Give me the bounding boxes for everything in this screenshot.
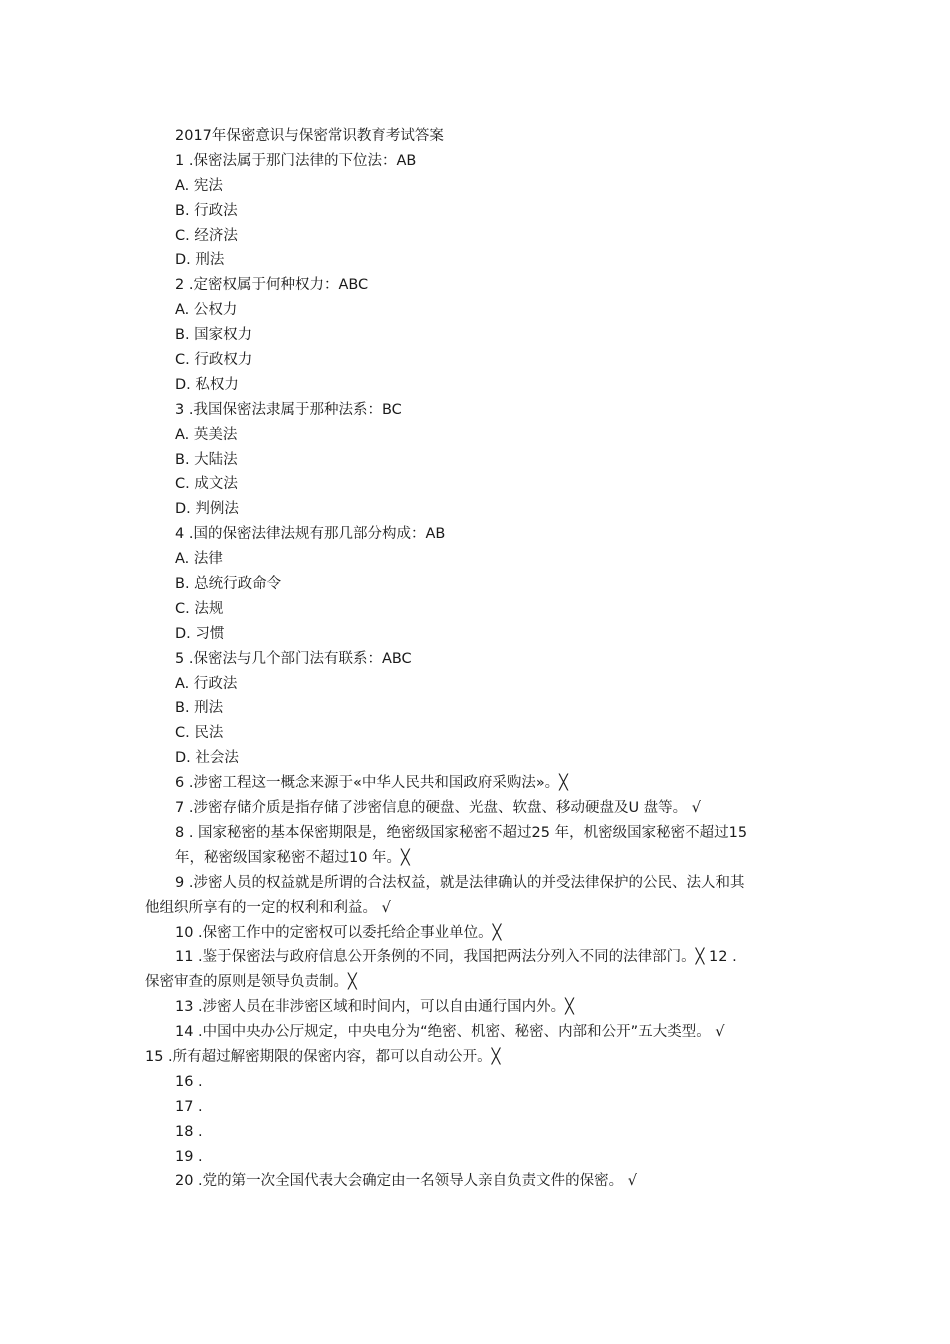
text-line: A. 公权力 — [175, 302, 238, 319]
text-line: 保密审查的原则是领导负责制。╳ — [145, 974, 357, 991]
text-line: D. 判例法 — [175, 501, 239, 518]
text-line: B. 总统行政命令 — [175, 576, 282, 593]
text-line: 3 .我国保密法隶属于那种法系：BC — [175, 401, 402, 418]
text-line: C. 成文法 — [175, 476, 238, 493]
text-line: B. 国家权力 — [175, 327, 253, 344]
text-line: 年，秘密级国家秘密不超过10 年。╳ — [175, 849, 410, 866]
text-line: 14 .中国中央办公厅规定，中央电分为“绝密、机密、秘密、内部和公开”五大类型。 √ — [175, 1024, 725, 1041]
text-line: D. 社会法 — [175, 750, 239, 767]
text-line: 他组织所享有的一定的权利和利益。 √ — [145, 899, 391, 916]
text-line: A. 法律 — [175, 551, 223, 568]
text-line: 4 .国的保密法律法规有那几部分构成：AB — [175, 526, 446, 543]
text-line: D. 习惯 — [175, 625, 225, 642]
text-line: C. 法规 — [175, 600, 224, 617]
text-line: 15 .所有超过解密期限的保密内容，都可以自动公开。╳ — [145, 1048, 501, 1065]
document-title: 2017年保密意识与保密常识教育考试答案 — [175, 128, 444, 144]
text-line: 11 .鉴于保密法与政府信息公开条例的不同，我国把两法分列入不同的法律部门。╳ 12 . — [175, 949, 737, 966]
text-line: 13 .涉密人员在非涉密区域和时间内，可以自由通行国内外。╳ — [175, 999, 574, 1016]
text-line: D. 刑法 — [175, 252, 225, 269]
text-line: A. 宪法 — [175, 177, 223, 194]
text-line: 8 . 国家秘密的基本保密期限是，绝密级国家秘密不超过25 年，机密级国家秘密不超过15 — [175, 824, 748, 841]
text-line: 5 .保密法与几个部门法有联系：ABC — [175, 650, 412, 667]
document-body — [145, 124, 810, 1194]
text-line: 17 . — [175, 1098, 203, 1115]
text-line: B. 刑法 — [175, 700, 224, 717]
text-line: 16 . — [175, 1073, 203, 1090]
text-line: B. 行政法 — [175, 202, 238, 219]
text-line: 18 . — [175, 1123, 203, 1140]
text-line: 10 .保密工作中的定密权可以委托给企事业单位。╳ — [175, 924, 502, 941]
text-line: A. 英美法 — [175, 426, 238, 443]
text-line: 6 .涉密工程这一概念来源于«中华人民共和国政府采购法»。╳ — [175, 775, 568, 792]
text-line: 1 .保密法属于那门法律的下位法：AB — [175, 152, 417, 169]
text-line: C. 行政权力 — [175, 352, 253, 369]
text-line: A. 行政法 — [175, 675, 238, 692]
text-line: D. 私权力 — [175, 376, 239, 393]
text-line: 19 . — [175, 1148, 203, 1165]
text-line: 9 .涉密人员的权益就是所谓的合法权益，就是法律确认的并受法律保护的公民、法人和其 — [175, 874, 745, 891]
text-line: C. 经济法 — [175, 227, 238, 244]
text-line: 2 .定密权属于何种权力：ABC — [175, 277, 369, 294]
text-line: 20 .党的第一次全国代表大会确定由一名领导人亲自负责文件的保密。 √ — [175, 1173, 638, 1190]
text-line: B. 大陆法 — [175, 451, 238, 468]
text-line: 7 .涉密存储介质是指存储了涉密信息的硬盘、光盘、软盘、移动硬盘及U 盘等。 √ — [175, 800, 702, 817]
text-line: C. 民法 — [175, 725, 224, 742]
